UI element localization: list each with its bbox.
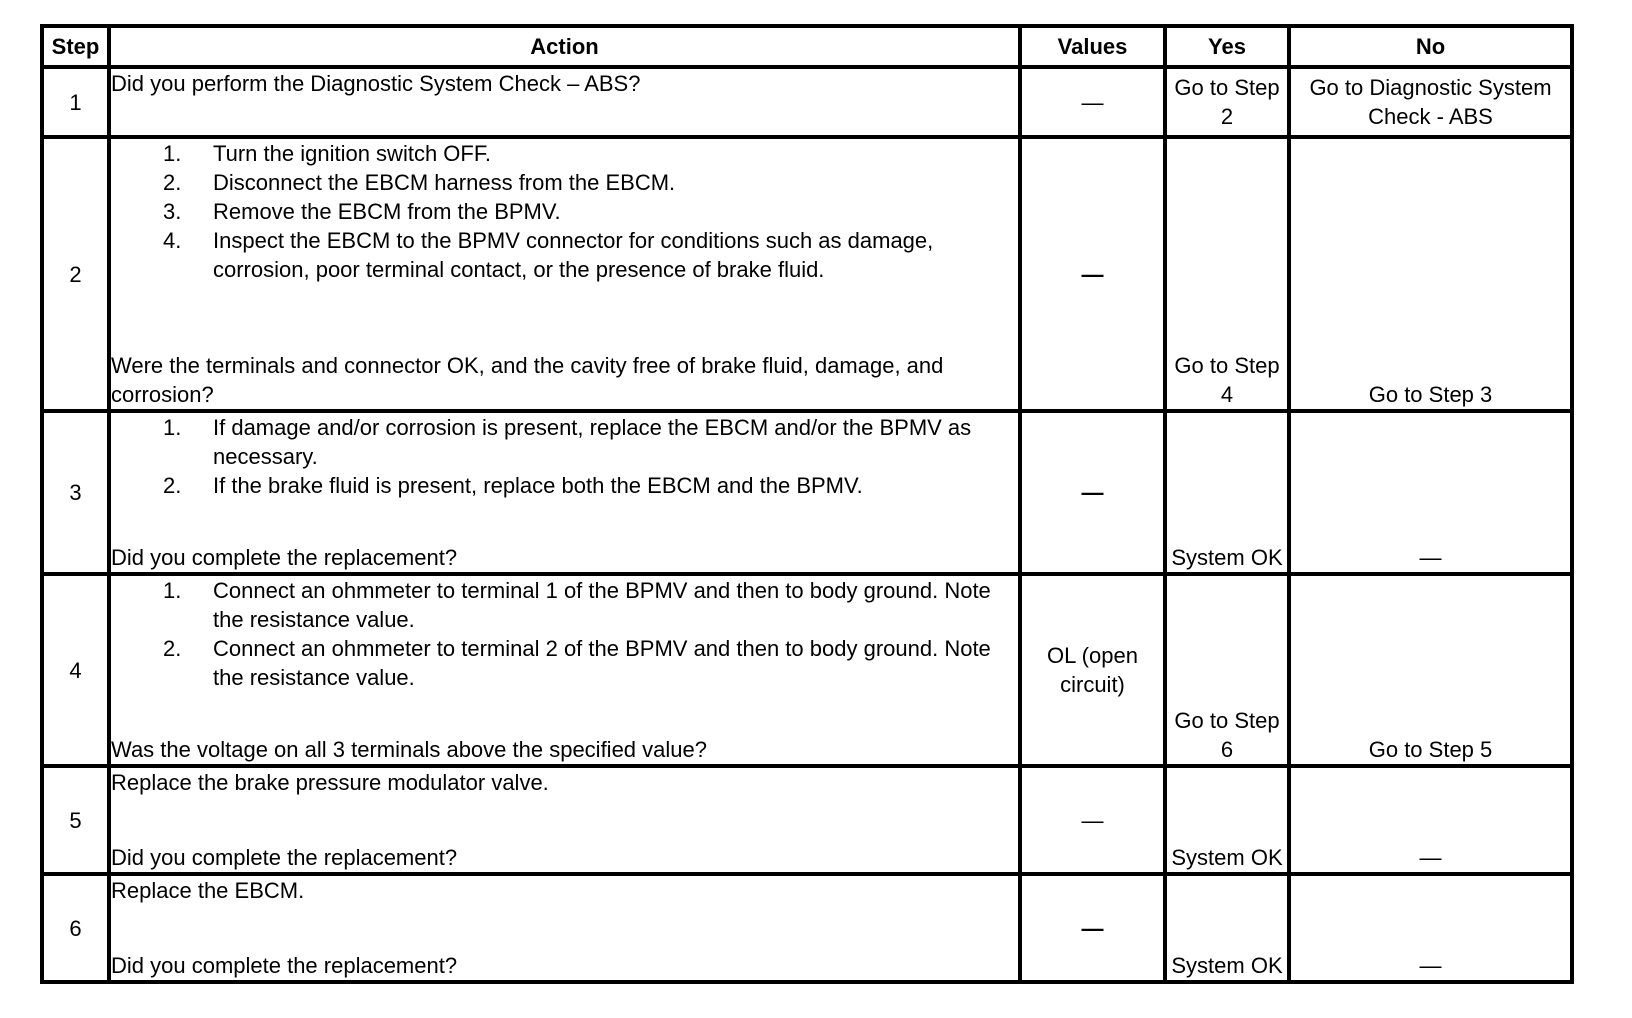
action-cell [109,67,1020,137]
table-row [42,137,1572,411]
action-question: Were the terminals and connector OK, and the cavity free of brake fluid, damage, and corrosion? [111,353,944,407]
action-cell [109,766,1020,874]
values-cell: — [1020,67,1165,137]
action-question: Did you complete the replacement? [111,953,458,978]
header-step: Step [42,26,109,67]
header-yes: Yes [1165,26,1289,67]
yes-cell: System OK [1165,411,1289,574]
step-number: 5 [42,766,109,874]
substep-list [111,576,1018,692]
step-number: 4 [42,574,109,766]
action-question: Did you complete the replacement? [111,545,458,570]
step-number: 2 [42,137,109,411]
step-number: 1 [42,67,109,137]
table-row [42,411,1572,574]
action-instruction: Replace the EBCM. [111,878,305,903]
action-question: Did you complete the replacement? [111,845,458,870]
header-values: Values [1020,26,1165,67]
header-action: Action [109,26,1020,67]
table-row [42,67,1572,137]
action-cell [109,411,1020,574]
substep-item: 1. If damage and/or corrosion is present, replace the EBCM and/or the BPMV as necessary. [163,415,972,469]
substep-item: 2. Disconnect the EBCM harness from the EBCM. [163,170,676,195]
yes-cell: Go to Step 6 [1165,574,1289,766]
no-cell: Go to Step 3 [1289,137,1572,411]
substep-list [111,413,1018,500]
yes-cell: System OK [1165,874,1289,982]
yes-cell: Go to Step 2 [1165,67,1289,137]
values-cell: — [1020,874,1165,982]
values-cell: OL (open circuit) [1020,574,1165,766]
table-row [42,874,1572,982]
diagnostic-table [40,24,1574,984]
substep-item: 2. If the brake fluid is present, replace both the EBCM and the BPMV. [163,473,863,498]
table-row [42,574,1572,766]
no-cell: — [1289,766,1572,874]
substep-item: 2. Connect an ohmmeter to terminal 2 of the BPMV and then to body ground. Note the resistance value. [163,636,991,690]
no-cell: Go to Diagnostic System Check - ABS [1289,67,1572,137]
values-cell: — [1020,766,1165,874]
header-no: No [1289,26,1572,67]
action-question: Was the voltage on all 3 terminals above the specified value? [111,737,707,762]
action-cell [109,574,1020,766]
action-cell [109,874,1020,982]
substep-item: 3. Remove the EBCM from the BPMV. [163,199,561,224]
yes-cell: Go to Step 4 [1165,137,1289,411]
step-number: 6 [42,874,109,982]
substep-item: 1. Connect an ohmmeter to terminal 1 of the BPMV and then to body ground. Note the resistance value. [163,578,991,632]
action-instruction: Replace the brake pressure modulator valve. [111,770,549,795]
action-cell [109,137,1020,411]
step-number: 3 [42,411,109,574]
no-cell: — [1289,411,1572,574]
values-cell: — [1020,411,1165,574]
no-cell: Go to Step 5 [1289,574,1572,766]
substep-item: 4. Inspect the EBCM to the BPMV connector for conditions such as damage, corrosion, poor terminal contact, or the presence of brake fluid. [163,228,934,282]
table-row [42,766,1572,874]
substep-item: 1. Turn the ignition switch OFF. [163,141,491,166]
values-cell: — [1020,137,1165,411]
no-cell: — [1289,874,1572,982]
header-row [42,26,1572,67]
action-question: Did you perform the Diagnostic System Check – ABS? [111,71,641,96]
substep-list [111,139,1018,284]
yes-cell: System OK [1165,766,1289,874]
